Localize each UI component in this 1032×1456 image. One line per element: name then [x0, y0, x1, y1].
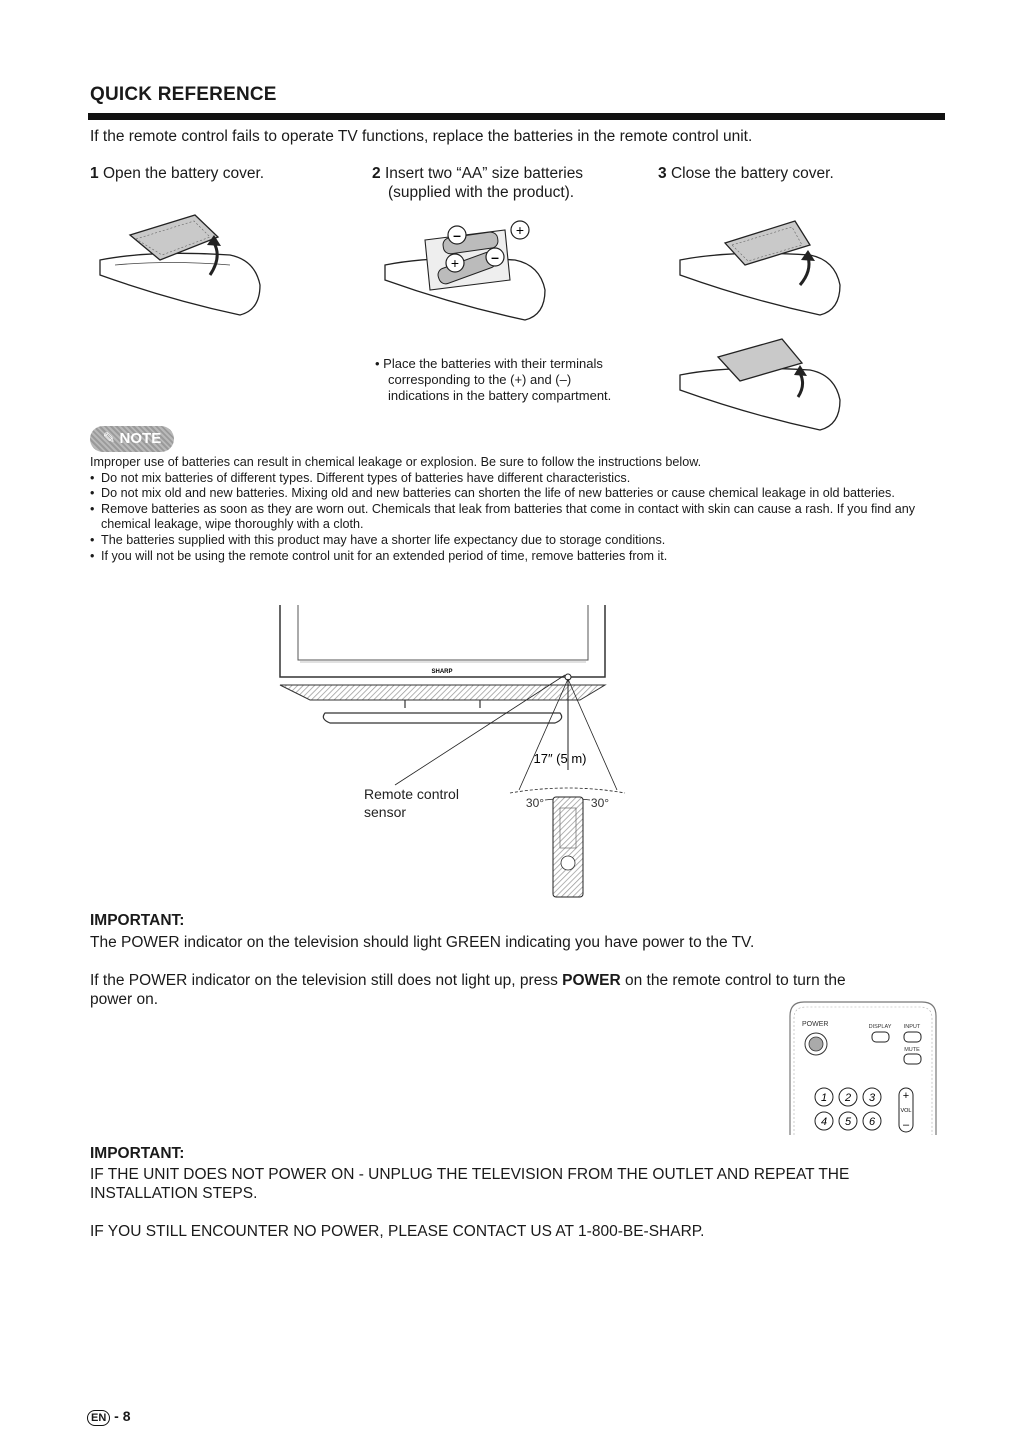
- important-1-text: The POWER indicator on the television should light GREEN indicating you have power to the TV.: [90, 934, 755, 951]
- important-2-line-1: IF THE UNIT DOES NOT POWER ON - UNPLUG THE TELEVISION FROM THE OUTLET AND REPEAT THE: [90, 1166, 850, 1183]
- tv-frame: [280, 605, 605, 677]
- important-2-line-2: INSTALLATION STEPS.: [90, 1185, 258, 1202]
- display-button: [872, 1032, 889, 1042]
- note-item: • Do not mix old and new batteries. Mixing old and new batteries can shorten the life of new batteries or cause chemical leakage in old batteries.: [90, 486, 940, 502]
- minus-symbol-2: –: [491, 249, 499, 265]
- digit-4: 4: [820, 1116, 828, 1128]
- note-badge: [90, 426, 174, 452]
- language-badge: EN: [87, 1410, 110, 1426]
- minus-symbol-1: –: [453, 227, 461, 243]
- open-cover-illustration: [90, 205, 270, 325]
- plus-symbol-2: +: [450, 255, 460, 271]
- mute-key-label: MUTE: [904, 1047, 920, 1053]
- battery-tip-line-1: Place the batteries with their terminals: [383, 356, 603, 371]
- plus-symbol-1: +: [515, 222, 525, 238]
- title-rule: [88, 113, 945, 120]
- remote-range-diagram: [270, 605, 630, 905]
- input-button: [904, 1032, 921, 1042]
- input-key-label: INPUT: [903, 1024, 921, 1030]
- sensor-label-line-1: Remote control: [364, 786, 459, 802]
- important-2-heading: IMPORTANT:: [90, 1145, 185, 1162]
- power-paragraph-after: on the remote control to turn the: [620, 972, 846, 989]
- contact-text: IF YOU STILL ENCOUNTER NO POWER, PLEASE CONTACT US AT 1-800-BE-SHARP.: [90, 1223, 705, 1240]
- important-2-text: [90, 1165, 950, 1203]
- battery-tip: • Place the batteries with their terminals corresponding to the (+) and (–) indications in the battery compartment.: [375, 356, 612, 403]
- tv-stand: [323, 713, 561, 723]
- intro-text: If the remote control fails to operate TV functions, replace the batteries in the remote control unit.: [90, 128, 753, 145]
- note-intro: Improper use of batteries can result in chemical leakage or explosion. Be sure to follow the instructions below.: [90, 455, 702, 469]
- step-2-text-2: (supplied with the product).: [388, 184, 575, 201]
- digit-5: 5: [844, 1116, 852, 1128]
- power-keyword: POWER: [562, 972, 621, 989]
- power-key-label: POWER: [802, 1021, 829, 1028]
- battery-tip-line-3: indications in the battery compartment.: [388, 388, 612, 403]
- vol-plus: +: [902, 1090, 910, 1102]
- sensor-label-line-2: sensor: [364, 804, 407, 820]
- step-2-number: 2: [372, 165, 381, 182]
- vol-label: VOL: [900, 1108, 912, 1114]
- distance-label: 17″ (5 m): [533, 751, 587, 766]
- step-1-text: Open the battery cover.: [102, 165, 265, 182]
- step-3-number: 3: [658, 165, 667, 182]
- cover-closing-illustration: [670, 325, 850, 440]
- note-text: [90, 455, 940, 564]
- digit-1: 1: [820, 1092, 828, 1104]
- step-1-number: 1: [90, 165, 99, 182]
- mute-button: [904, 1054, 921, 1064]
- note-badge-label: NOTE: [119, 430, 162, 447]
- page-number: - 8: [114, 1408, 131, 1424]
- power-paragraph-before: If the POWER indicator on the television still does not light up, press: [90, 972, 563, 989]
- insert-batteries-illustration: [375, 205, 555, 325]
- angle-right-label: 30°: [590, 796, 610, 810]
- note-item: • If you will not be using the remote control unit for an extended period of time, remove batteries from it.: [90, 549, 940, 565]
- angle-left-label: 30°: [525, 796, 545, 810]
- battery-tip-line-2: corresponding to the (+) and (–): [388, 372, 572, 387]
- important-1-heading: IMPORTANT:: [90, 912, 185, 929]
- step-3: [658, 164, 834, 183]
- vol-minus: –: [902, 1119, 910, 1131]
- note-item: • The batteries supplied with this product may have a shorter life expectancy due to storage conditions.: [90, 533, 940, 549]
- tv-bezel-bottom: [280, 685, 605, 700]
- digit-6: 6: [868, 1116, 876, 1128]
- digit-2: 2: [844, 1092, 852, 1104]
- display-key-label: DISPLAY: [868, 1024, 892, 1030]
- note-item: • Do not mix batteries of different types. Different types of batteries have different characteristics.: [90, 471, 940, 487]
- close-cover-illustration: [670, 205, 850, 325]
- note-item: • Remove batteries as soon as they are worn out. Chemicals that leak from batteries that come in contact with skin can cause a rash. If you find any chemical leakage, wipe thoroughly with a cloth.: [90, 502, 940, 533]
- page-title: QUICK REFERENCE: [90, 84, 277, 105]
- remote-closeup: [788, 1000, 938, 1135]
- note-list: [90, 471, 940, 565]
- step-3-text: Close the battery cover.: [670, 165, 834, 182]
- page-footer: [87, 1408, 131, 1426]
- step-1: [90, 164, 264, 183]
- remote-control-small: [553, 797, 583, 897]
- brand-logo: SHARP: [431, 669, 453, 675]
- step-2: [372, 164, 583, 202]
- digit-3: 3: [868, 1092, 876, 1104]
- tv-screen: [298, 605, 588, 660]
- power-paragraph-line-2: power on.: [90, 991, 159, 1008]
- step-2-text: Insert two “AA” size batteries: [384, 165, 584, 182]
- pencil-icon: ✎: [102, 430, 116, 447]
